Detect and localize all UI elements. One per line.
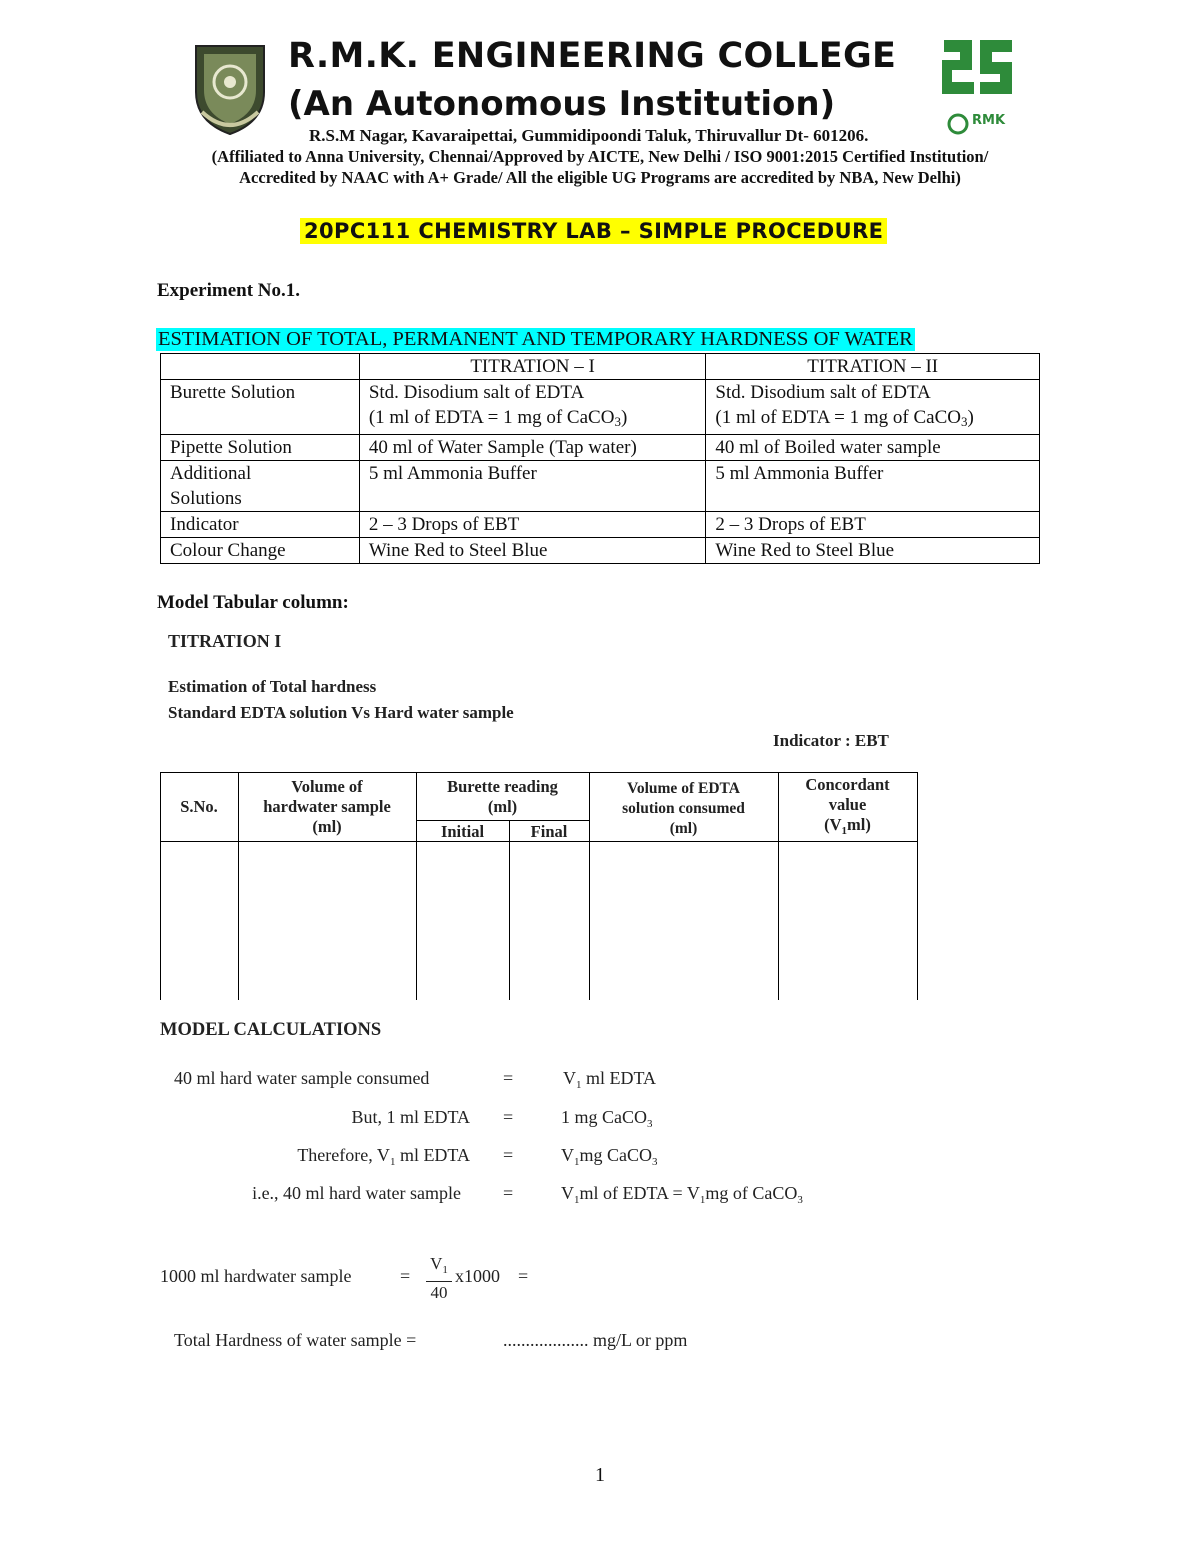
row-label: Pipette Solution <box>161 435 360 461</box>
titration-1-cell: 40 ml of Water Sample (Tap water) <box>359 435 706 461</box>
standard-label: Standard EDTA solution Vs Hard water sample <box>168 703 514 722</box>
college-address: R.S.M Nagar, Kavaraipettai, Gummidipoondi Taluk, Thiruvallur Dt- 601206. <box>309 126 869 145</box>
document-title: 20PC111 CHEMISTRY LAB – SIMPLE PROCEDURE <box>300 218 887 244</box>
calc-line-3-right: $V_1mg$ CaCO$_3$ <box>561 1145 658 1168</box>
calc-multiplier: x1000 <box>455 1266 500 1286</box>
header-burette-reading: Burette reading (ml) <box>447 777 558 816</box>
affiliation-line-1: (Affiliated to Anna University, Chennai/Approved by AICTE, New Delhi / ISO 9001:2015 Certified Institution/ <box>211 147 989 166</box>
header-volume-sample: Volume of hardwater sample (ml) <box>263 777 391 836</box>
procedure-row-pipette <box>161 435 1040 461</box>
calc-line-5-eq-end: = <box>518 1266 529 1286</box>
titration-1-cell: 2 – 3 Drops of EBT <box>359 512 706 538</box>
header-edta-consumed: Volume of EDTA solution consumed (ml) <box>622 780 745 837</box>
row-label: Additional Solutions <box>161 461 360 512</box>
procedure-row-indicator <box>161 512 1040 538</box>
college-subtitle: (An Autonomous Institution) <box>288 84 836 124</box>
calc-line-4-left: i.e., 40 ml hard water sample <box>252 1183 461 1203</box>
anniversary-25-logo <box>938 32 1018 142</box>
procedure-header-empty <box>161 354 360 380</box>
procedure-row-colour <box>161 538 1040 564</box>
header-concordant: Concordant value $(V_1ml)$ <box>805 775 890 837</box>
header-sno: S.No. <box>180 797 218 816</box>
row-label: Indicator <box>161 512 360 538</box>
fraction-v1-over-40: $V_1$ 40 <box>426 1253 452 1304</box>
titration-1-cell: Std. Disodium salt of EDTA (1 ml of EDTA = 1 mg of CaCO$_3$) <box>359 380 706 435</box>
procedure-header-titration-2: TITRATION – II <box>706 354 1040 380</box>
procedure-header-titration-1: TITRATION – I <box>359 354 706 380</box>
procedure-header-row <box>161 354 1040 380</box>
calc-line-4-eq: = <box>503 1183 514 1203</box>
calc-line-5-eq: = <box>400 1266 411 1286</box>
affiliation-line-2: Accredited by NAAC with A+ Grade/ All the eligible UG Programs are accredited by NBA, New Delhi) <box>239 168 961 187</box>
calc-line-3-left: Therefore, $V_1$ ml EDTA <box>297 1145 470 1168</box>
titration-label: TITRATION I <box>168 631 282 651</box>
college-crest-logo <box>190 42 270 138</box>
calc-line-2-right: 1 mg CaCO$_3$ <box>561 1107 653 1130</box>
header-initial: Initial <box>440 822 485 841</box>
calc-line-1-eq: = <box>503 1068 514 1088</box>
row-label: Burette Solution <box>161 380 360 435</box>
observation-table <box>160 772 918 1000</box>
procedure-row-additional <box>161 461 1040 512</box>
calc-line-4-right: $V_1ml$ of EDTA = $V_1mg$ of CaCO$_3$ <box>561 1183 803 1206</box>
calc-line-5-left: 1000 ml hardwater sample <box>160 1266 352 1286</box>
titration-1-cell: 5 ml Ammonia Buffer <box>359 461 706 512</box>
procedure-row-burette <box>161 380 1040 435</box>
titration-2-cell: Wine Red to Steel Blue <box>706 538 1040 564</box>
calculations-heading: MODEL CALCULATIONS <box>160 1020 382 1040</box>
calc-line-1-right: $V_1$ ml EDTA <box>563 1068 657 1091</box>
row-label: Colour Change <box>161 538 360 564</box>
titration-1-cell: Wine Red to Steel Blue <box>359 538 706 564</box>
titration-2-cell: Std. Disodium salt of EDTA (1 ml of EDTA = 1 mg of CaCO$_3$) <box>706 380 1040 435</box>
calc-line-2-eq: = <box>503 1107 514 1127</box>
titration-2-cell: 2 – 3 Drops of EBT <box>706 512 1040 538</box>
experiment-title: ESTIMATION OF TOTAL, PERMANENT AND TEMPORARY HARDNESS OF WATER <box>158 328 913 350</box>
procedure-table <box>160 353 1040 564</box>
calc-line-2-left: But, 1 ml EDTA <box>351 1107 470 1127</box>
total-hardness-label: Total Hardness of water sample = <box>174 1330 417 1350</box>
indicator-label: Indicator : EBT <box>773 731 889 750</box>
rmk-logo-text: RMK <box>972 113 1006 128</box>
estimation-label: Estimation of Total hardness <box>168 677 377 696</box>
calc-line-3-eq: = <box>503 1145 514 1165</box>
titration-2-cell: 40 ml of Boiled water sample <box>706 435 1040 461</box>
header-final: Final <box>530 822 568 841</box>
model-tabular-heading: Model Tabular column: <box>157 592 349 613</box>
titration-2-cell: 5 ml Ammonia Buffer <box>706 461 1040 512</box>
college-name: R.M.K. ENGINEERING COLLEGE <box>288 36 897 76</box>
total-hardness-blank: ................... mg/L or ppm <box>503 1330 688 1350</box>
experiment-number: Experiment No.1. <box>157 280 301 301</box>
page-number: 1 <box>595 1464 605 1486</box>
calc-line-1-left: 40 ml hard water sample consumed <box>174 1068 430 1088</box>
